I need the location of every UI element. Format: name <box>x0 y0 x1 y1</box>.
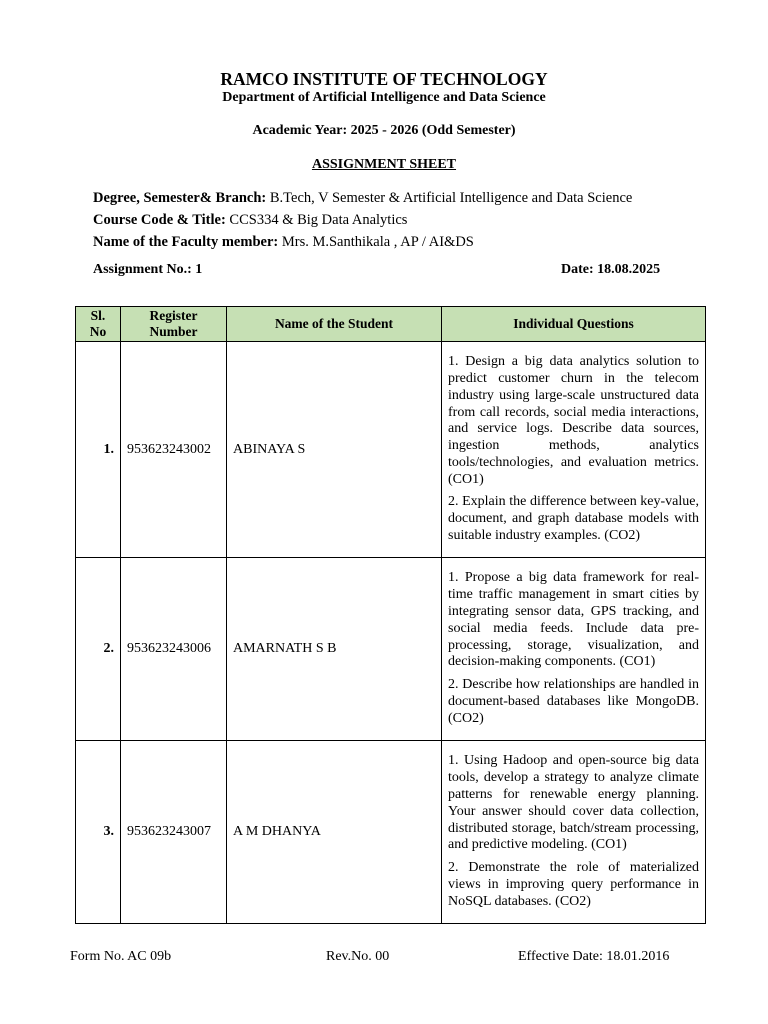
row-questions <box>442 558 706 741</box>
header-register-number: Register Number <box>121 307 227 342</box>
table-header-row <box>76 307 706 342</box>
course-label: Course Code & Title: <box>93 212 226 228</box>
faculty-value: Mrs. M.Santhikala , AP / AI&DS <box>278 234 474 250</box>
degree-line <box>93 190 632 207</box>
question-2: 2. Explain the difference between key-value, document, and graph database models with suitable industry examples. (CO2) <box>448 494 699 544</box>
degree-value: B.Tech, V Semester & Artificial Intelligence and Data Science <box>266 190 633 206</box>
row-questions <box>442 342 706 558</box>
table-row <box>76 558 706 741</box>
row-student-name: A M DHANYA <box>227 741 442 924</box>
row-register-number: 953623243002 <box>121 342 227 558</box>
form-number: Form No. AC 09b <box>70 949 172 964</box>
question-2: 2. Describe how relationships are handled in document-based databases like MongoDB. (CO2) <box>448 677 699 726</box>
faculty-label: Name of the Faculty member: <box>93 234 279 250</box>
sheet-title: ASSIGNMENT SHEET <box>311 157 457 172</box>
header-sl-no: Sl. No <box>76 307 121 342</box>
row-student-name: AMARNATH S B <box>227 558 442 741</box>
faculty-line <box>93 234 474 251</box>
header-student-name: Name of the Student <box>227 307 442 342</box>
assignment-table <box>75 306 706 924</box>
department-name: Department of Artificial Intelligence and Data Science <box>222 90 546 105</box>
revision-number: Rev.No. 00 <box>326 949 390 964</box>
assignment-date: Date: 18.08.2025 <box>561 262 661 277</box>
question-1: 1. Design a big data analytics solution to predict customer churn in the telecom industry using large-scale unstructured data from call records, social media interactions, and service logs. Describe data sources, ingestion methods, analytics tools/technologies, and evaluation metrics. (CO1) <box>448 354 699 487</box>
row-register-number: 953623243006 <box>121 558 227 741</box>
degree-label: Degree, Semester& Branch: <box>93 190 267 206</box>
effective-date: Effective Date: 18.01.2016 <box>518 949 670 964</box>
row-student-name: ABINAYA S <box>227 342 442 558</box>
question-1: 1. Using Hadoop and open-source big data tools, develop a strategy to analyze climate patterns for renewable energy planning. Your answer should cover data collection, distributed storage, batch/stream processing, and predictive modeling. (CO1) <box>448 753 699 853</box>
row-questions <box>442 741 706 924</box>
row-sl-no: 1. <box>76 342 121 558</box>
question-1: 1. Propose a big data framework for real-time traffic management in smart cities by integrating sensor data, GPS tracking, and social media feeds. Include data pre-processing, storage, visualization, and decision-making components. (CO1) <box>448 570 699 670</box>
row-register-number: 953623243007 <box>121 741 227 924</box>
question-2: 2. Demonstrate the role of materialized views in improving query performance in NoSQL databases. (CO2) <box>448 860 699 909</box>
course-line <box>93 212 407 229</box>
course-value: CCS334 & Big Data Analytics <box>225 212 408 228</box>
header-individual-questions: Individual Questions <box>442 307 706 342</box>
table-row <box>76 741 706 924</box>
row-sl-no: 2. <box>76 558 121 741</box>
academic-year: Academic Year: 2025 - 2026 (Odd Semester) <box>252 123 516 138</box>
row-sl-no: 3. <box>76 741 121 924</box>
institution-name: RAMCO INSTITUTE OF TECHNOLOGY <box>220 69 548 89</box>
table-row <box>76 342 706 558</box>
assignment-number: Assignment No.: 1 <box>93 262 203 277</box>
